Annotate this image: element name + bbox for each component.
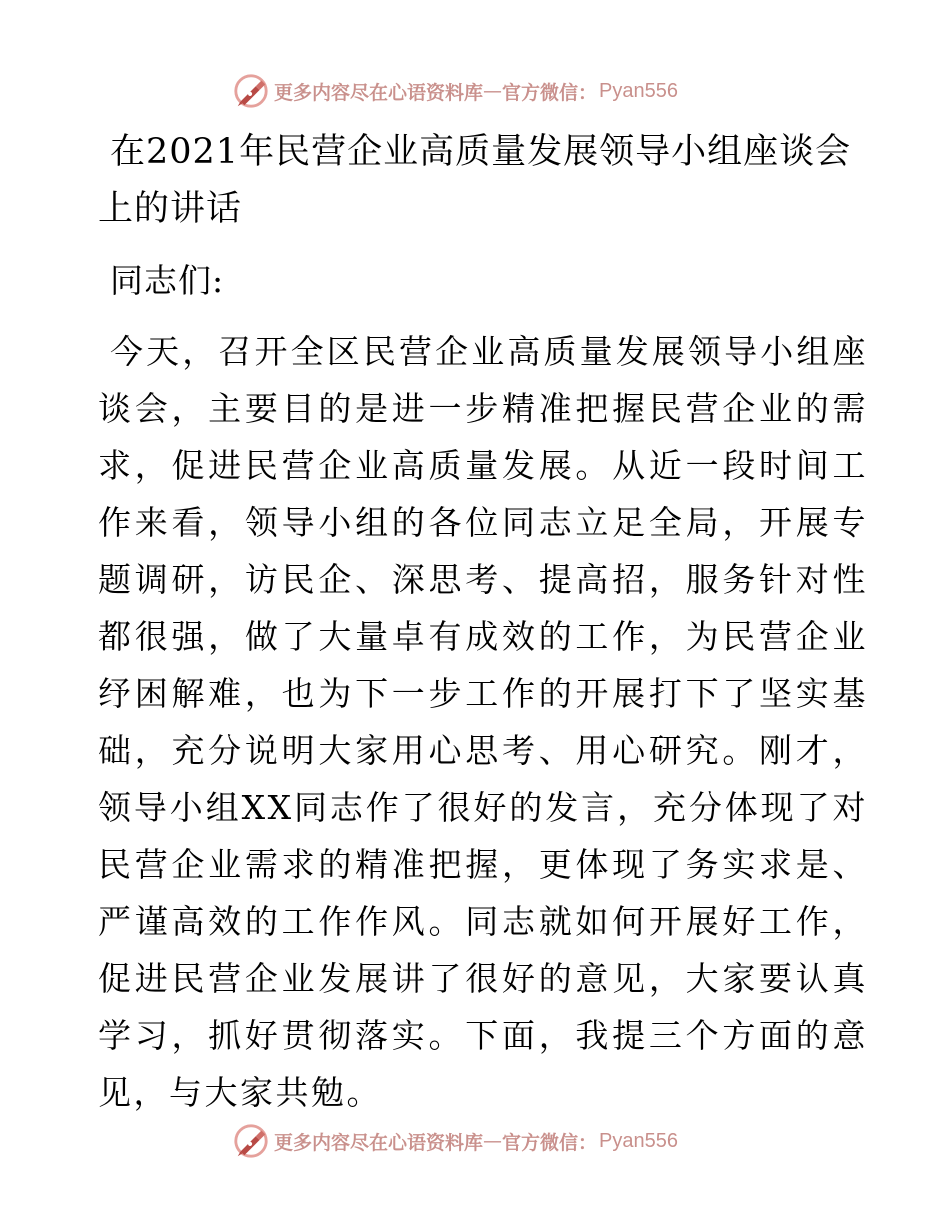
banner-main-text: 更多内容尽在心语资料库 — [274, 1131, 484, 1154]
document-salutation: 同志们: — [110, 261, 225, 300]
document-title: 在2021年民营企业高质量发展领导小组座谈会上的讲话 — [98, 132, 852, 229]
pen-nib-circle-icon — [232, 1122, 270, 1160]
banner-separator: — — [483, 1130, 503, 1152]
footer-banner — [232, 1121, 678, 1161]
banner-separator: — — [483, 80, 503, 102]
document-content — [98, 124, 868, 1121]
document-paragraph: 今天，召开全区民营企业高质量发展领导小组座谈会，主要目的是进一步精准把握民营企业的需求，促进民营企业高质量发展。从近一段时间工作来看，领导小组的各位同志立足全局，开展专题调研，访民企、深思考、提高招，服务针对性都很强，做了大量卓有成效的工作，为民营企业纾困解难，也为下一步工作的开展打下了坚实基础，充分说明大家用心思考、用心研究。刚才，领导小组XX同志作了很好的发言，充分体现了对民营企业需求的精准把握，更体现了务实求是、严谨高效的工作作风。同志就如何开展好工作，促进民营企业发展讲了很好的意见，大家要认真学习，抓好贯彻落实。下面，我提三个方面的意见，与大家共勉。 — [98, 332, 868, 1112]
header-banner — [232, 71, 678, 111]
banner-main-text: 更多内容尽在心语资料库 — [274, 81, 484, 104]
banner-wechat-id: Pyan556 — [599, 79, 678, 102]
banner-wechat-id: Pyan556 — [599, 1129, 678, 1152]
banner-wechat-label: 官方微信： — [502, 1131, 598, 1154]
banner-wechat-label: 官方微信： — [502, 81, 598, 104]
pen-nib-circle-icon — [232, 72, 270, 110]
